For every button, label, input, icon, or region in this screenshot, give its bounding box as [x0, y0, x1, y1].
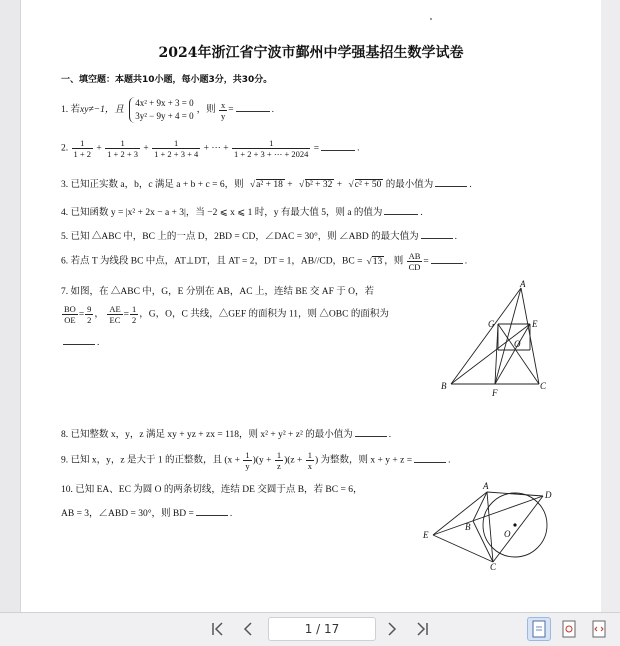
first-page-icon [208, 619, 228, 639]
page-title: 2024年浙江省宁波市鄞州中学强基招生数学试卷 [158, 45, 464, 61]
fit-width-icon [588, 618, 610, 640]
label-a: A [483, 481, 489, 491]
figure-circle-tangents [415, 478, 555, 570]
chevron-right-icon [382, 619, 402, 639]
label-o: O [504, 529, 511, 539]
answer-blank [431, 263, 463, 264]
fit-width-button[interactable] [587, 617, 611, 641]
viewer-toolbar [0, 612, 620, 646]
question-8: 8. 已知整数 x，y，z 满足 xy + yz + zx = 118，则 x² + y² + z² 的最小值为 . [61, 430, 392, 440]
actual-size-icon [528, 618, 550, 640]
page-marker [430, 18, 432, 20]
answer-blank [435, 186, 467, 187]
question-7-line2: $\frac{BO}{OE}$ = $\frac{9}{2}$ ， $\frac{AE}{EC}$ = $\frac{1}{2}$ ，G，O，C 共线，△GEF 的面积为 11，则 △OBC 的面积为 [64, 304, 389, 325]
question-7-line3: . [61, 338, 99, 348]
chevron-left-icon [238, 619, 258, 639]
question-10-line1: 10. 已知 EA、EC 为圆 O 的两条切线，连结 DE 交圆于点 B，若 BC = 6， [61, 485, 363, 495]
label-g: G [488, 319, 495, 329]
question-1: 1. 若xy≠−1，且 4x² + 9x + 3 = 0 3y² − 9y + 4 = 0 ，则 $\frac{x}{y}$ = . [61, 98, 275, 121]
label-f: F [492, 388, 498, 398]
question-10-line2: AB = 3，∠ABD = 30°，则 BD = . [61, 509, 233, 519]
answer-blank [63, 344, 95, 345]
section-heading: 一、填空题：本题共10小题，每小题3分，共30分。 [61, 75, 273, 85]
question-3: 3. 已知正实数 a，b，c 满足 a + b + c = 6，则 √ a² + 18 + √ b² + 32 + √ c² + 50 的最小值为 . [61, 176, 472, 190]
question-6: 6. 若点 T 为线段 BC 中点，AT⊥DT，且 AT = 2，DT = 1，AB//CD，BC =√ 13 ，则 $\frac{AB}{CD}$ = . [61, 251, 467, 272]
answer-blank [384, 214, 418, 215]
page-number-input[interactable]: 1 / 17 [268, 617, 376, 641]
center-point [513, 523, 516, 526]
answer-blank [421, 238, 453, 239]
label-a: A [520, 280, 526, 289]
label-c: C [490, 562, 497, 570]
viewer-scroll-area[interactable] [601, 0, 620, 612]
fit-page-button[interactable] [557, 617, 581, 641]
equation-system: 4x² + 9x + 3 = 0 3y² − 9y + 4 = 0 [129, 97, 193, 123]
last-page-button[interactable] [412, 619, 432, 639]
figure-triangle-abc [441, 280, 553, 400]
answer-blank [236, 111, 270, 112]
actual-size-button[interactable] [527, 617, 551, 641]
label-d: D [545, 490, 552, 500]
label-b: B [441, 381, 447, 391]
answer-blank [196, 515, 228, 516]
answer-blank [355, 436, 387, 437]
label-e: E [423, 530, 429, 540]
answer-blank [321, 150, 355, 151]
label-b: B [465, 522, 471, 532]
next-page-button[interactable] [382, 619, 402, 639]
label-c: C [540, 381, 547, 391]
last-page-icon [412, 619, 432, 639]
question-9: 9. 已知 x，y，z 是大于 1 的正整数，且 (x + $\frac{1}{y}$ )(y + $\frac{1}{z}$ )(z + $\frac{1}{x}$ ) 为整数，则 x + y + z = . [61, 450, 451, 471]
document-page [20, 0, 602, 612]
label-o: O [514, 339, 521, 349]
question-2: 2. $\frac{1}{1 + 2}$ + $\frac{1}{1 + 2 + 3}$ + $\frac{1}{1 + 2 + 3 + 4}$ + ⋯ + $\frac{1}{1 + 2 + 3 + \cdots + 2024}$ = . [61, 138, 360, 159]
question-5: 5. 已知 △ABC 中，BC 上的一点 D，2BD = CD，∠DAC = 30°，则 ∠ABD 的最大值为 . [61, 232, 457, 242]
fit-page-icon [558, 618, 580, 640]
question-4: 4. 已知函数 y = |x² + 2x − a + 3|，当 −2 ⩽ x ⩽ 1 时，y 有最大值 5，则 a 的值为 . [61, 208, 423, 218]
question-7-line1: 7. 如图，在 △ABC 中，G，E 分别在 AB，AC 上，连结 BE 交 AF 于 O，若 [61, 287, 374, 297]
first-page-button[interactable] [208, 619, 228, 639]
previous-page-button[interactable] [238, 619, 258, 639]
answer-blank [414, 462, 446, 463]
label-e: E [532, 319, 538, 329]
